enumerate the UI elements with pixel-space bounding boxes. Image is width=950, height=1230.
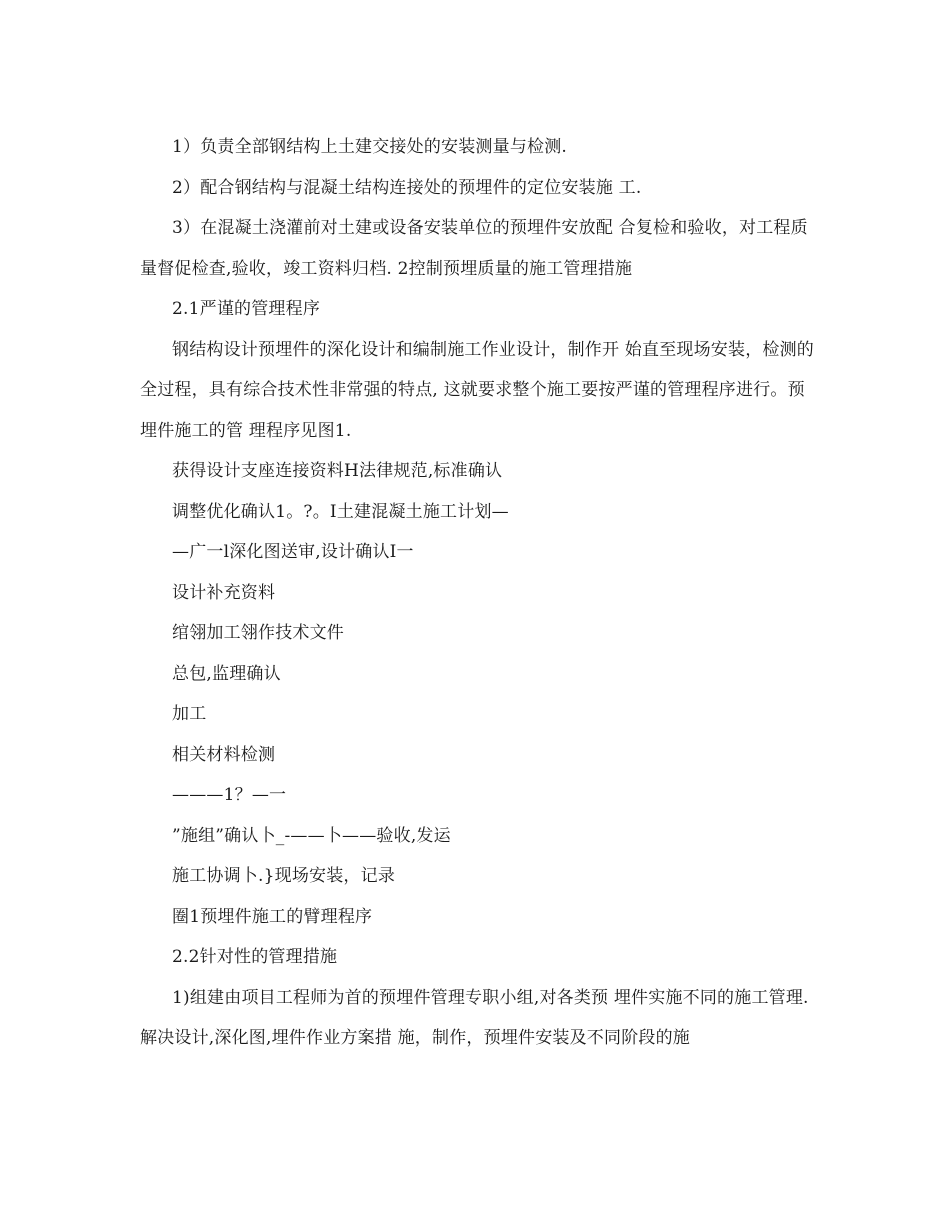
flow-line-8: 相关材料检测 [172, 744, 276, 765]
flow-line-2: 调整优化确认1。?。I土建混凝土施工计划— [172, 501, 509, 522]
paragraph-2: 2）配合钢结构与混凝土结构连接处的预埋件的定位安装施 工. [172, 177, 642, 198]
paragraph-3: 3）在混凝土浇灌前对土建或设备安装单位的预埋件安放配 合复检和验收，对工程质量督促检查,验收，竣工资料归档. 2控制预埋质量的施工管理措施 [140, 218, 808, 279]
flow-line-5: 绾翎加工翎作技术文件 [172, 623, 344, 643]
flow-line-4: 设计补充资料 [172, 582, 276, 603]
flow-line-6: 总包,监理确认 [172, 663, 281, 684]
paragraph-5: 1)组建由项目工程师为首的预埋件管理专职小组,对各类预 埋件实施不同的施工管理.解决设计,深化图,埋件作业方案措 施，制作，预埋件安装及不同阶段的施 [140, 987, 809, 1048]
flow-line-11: 施工协调卜.}现场安装，记录 [172, 866, 396, 886]
document-body [140, 127, 816, 1059]
flow-line-9: ———1？—一 [172, 785, 287, 805]
flow-line-10: ”施组”确认卜_-——卜——验收,发运 [172, 825, 451, 846]
paragraph-4: 钢结构设计预埋件的深化设计和编制施工作业设计，制作开 始直至现场安装，检测的全过程，具有综合技术性非常强的特点, 这就要求整个施工要按严谨的管理程序进行。预埋件施工的管 理程序见图1. [140, 339, 815, 441]
flow-line-7: 加工 [172, 704, 207, 724]
flow-line-3: —广一l深化图送审,设计确认I一 [172, 542, 414, 562]
section-heading-2-2: 2.2针对性的管理措施 [172, 947, 338, 967]
section-heading-2-1: 2.1严谨的管理程序 [172, 299, 321, 319]
paragraph-1: 1）负责全部钢结构上土建交接处的安装测量与检测. [172, 137, 568, 157]
figure-caption: 圈1预埋件施工的臂理程序 [172, 906, 373, 927]
flow-line-1: 获得设计支座连接资料H法律规范,标准确认 [172, 461, 503, 481]
